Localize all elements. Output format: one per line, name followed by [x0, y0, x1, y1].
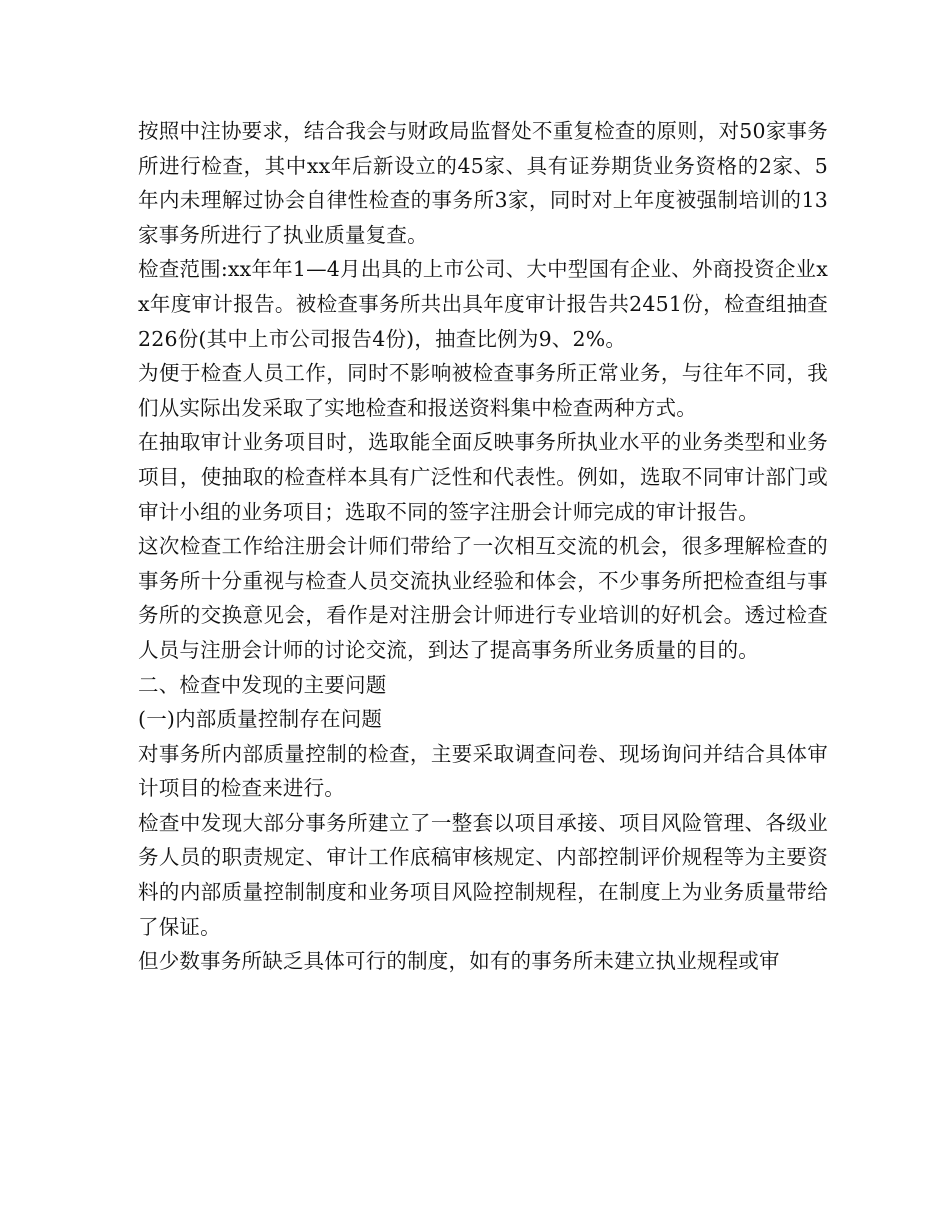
paragraph-inspection-range: 检查范围:xx年年1—4月出具的上市公司、大中型国有企业、外商投资企业xx年度审计报告。被检查事务所共出具年度审计报告共2451份，检查组抽查226份(其中上市公司报告4份)，抽查比例为9、2%。: [138, 257, 828, 351]
paragraph-inspection-methods: 为便于检查人员工作，同时不影响被检查事务所正常业务，与往年不同，我们从实际出发采取了实地检查和报送资料集中检查两种方式。: [138, 361, 828, 420]
section-heading-main-problems: 二、检查中发现的主要问题: [138, 672, 387, 697]
document-body: [138, 114, 828, 979]
paragraph-quality-control-findings: 检查中发现大部分事务所建立了一整套以项目承接、项目风险管理、各级业务人员的职责规定、审计工作底稿审核规定、内部控制评价规程等为主要资料的内部质量控制制度和业务项目风险控制规程，在制度上为业务质量带给了保证。: [138, 810, 828, 939]
paragraph-lacking-procedures: 但少数事务所缺乏具体可行的制度，如有的事务所未建立执业规程或审: [138, 949, 780, 974]
paragraph-quality-control-check: 对事务所内部质量控制的检查，主要采取调查问卷、现场询问并结合具体审计项目的检查来进行。: [138, 741, 828, 801]
subsection-heading-internal-quality-control: (一)内部质量控制存在问题: [138, 707, 383, 732]
paragraph-exchange-opportunity: 这次检查工作给注册会计师们带给了一次相互交流的机会，很多理解检查的事务所十分重视与检查人员交流执业经验和体会，不少事务所把检查组与事务所的交换意见会，看作是对注册会计师进行专业培训的好机会。透过检查人员与注册会计师的讨论交流，到达了提高事务所业务质量的目的。: [138, 534, 828, 662]
paragraph-inspection-scope-intro: 按照中注协要求，结合我会与财政局监督处不重复检查的原则，对50家事务所进行检查，其中xx年后新设立的45家、具有证券期货业务资格的2家、5年内未理解过协会自律性检查的事务所3家，同时对上年度被强制培训的13家事务所进行了执业质量复查。: [138, 119, 828, 247]
paragraph-sample-selection: 在抽取审计业务项目时，选取能全面反映事务所执业水平的业务类型和业务项目，使抽取的检查样本具有广泛性和代表性。例如，选取不同审计部门或审计小组的业务项目；选取不同的签字注册会计师完成的审计报告。: [138, 430, 828, 524]
